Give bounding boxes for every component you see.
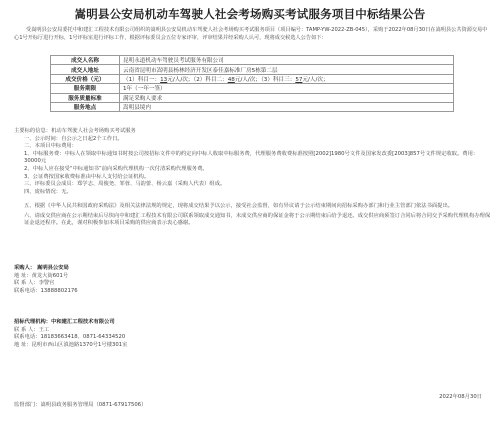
agent-contact-label: 联 系 人： xyxy=(14,326,39,333)
result-table xyxy=(50,55,454,112)
table-row xyxy=(51,93,454,102)
table-row xyxy=(51,65,454,74)
purchaser-phone: 13888802176 xyxy=(40,287,78,294)
publish-date: 2022年08月30日 xyxy=(439,394,482,400)
fee-item-3: 3、公证费按国家收费标准由中标人支付给公证机构。 xyxy=(24,173,150,180)
price-subject2-label: 元/人/次；（2）科目二： xyxy=(167,76,228,83)
fee-item-1: 1、中标服务费：中标人在领取中标通知书时按公司按招标文件中的约定向中标人收取中标服务费，代理服务费收费标准按照[2002]1980号文件及国家发改委[2003]857号文件规定收取。费用：30000元 xyxy=(24,150,479,165)
purchaser-block xyxy=(14,265,494,295)
table-row xyxy=(51,56,454,65)
row-label: 服务期限 xyxy=(51,84,120,93)
agent-block xyxy=(14,319,494,349)
intro-paragraph: 受嵩明县公安局委托中和建汇工程技术有限公司组织的嵩明县公安局机动车驾驶人社会考场购买考试服务项目（项目编号：TAMP-YW-2022-ZB-045），采购于2022年08月30日在嵩明县公共资源交易中心1号开标厅进行开标，1号评标室进行评标工作，根据评标委员会五位专家评审，评审结果并经采购人认可，现将成交候选人公告如下： xyxy=(14,27,488,42)
fee-item-2: 2、中标人应在接受“中标通知书”前向采购代理机构一次付清采购代理服务费。 xyxy=(24,165,208,172)
agent-addr-label: 地 址： xyxy=(14,341,32,348)
price-subject1: 13 xyxy=(160,76,168,83)
price-cell xyxy=(120,74,454,83)
notice-section xyxy=(14,203,494,228)
purchaser-heading: 采购人： 嵩明县公安局 xyxy=(14,265,69,271)
table-row xyxy=(51,74,454,83)
table-row xyxy=(51,102,454,111)
purchaser-addr-label: 地 址： xyxy=(14,272,32,279)
table-row xyxy=(51,84,454,93)
subject-line: 主要标的信息：机动车驾驶人社会考场购买考试服务 xyxy=(14,128,136,134)
price-subject1-label: （1）科目一： xyxy=(123,76,161,83)
body-section xyxy=(14,128,494,196)
row-value: 嵩明县境内 xyxy=(120,102,454,111)
purchaser-contact-label: 联 系 人： xyxy=(14,280,39,287)
publicity-time: 一、公示时间：自公示之日起2个工作日。 xyxy=(24,135,123,142)
purchaser-addr: 黄龙大街601号 xyxy=(31,272,69,279)
committee-line: 三、评标委员会成员：郑学志、周俊尧、邹蓉、马韵蕾、杨云嘉（采购人代表）组成。 xyxy=(24,181,226,188)
agent-addr: 昆明市西山区滇池路1370号1号楼301室 xyxy=(31,341,128,348)
row-label: 成交人名称 xyxy=(51,56,120,65)
fee-heading: 二、本项目中标费用： xyxy=(24,143,77,150)
price-unit: 元/人/次； xyxy=(302,76,329,83)
para-5: 五、根据《中华人民共和国政府采购法》及相关法律法规的规定，现将成交结果予以公示，接受社会监督，如有异议请于公示结束期间向招标采购办部门和行业主管部门依法书面提出。 xyxy=(24,203,454,209)
purchaser-contact: 李警官 xyxy=(38,280,55,287)
row-value: 1年（一年一签） xyxy=(120,84,454,93)
row-label: 成交价格（元） xyxy=(51,74,120,83)
price-subject2: 48 xyxy=(227,76,235,83)
page-title: 嵩明县公安局机动车驾驶人社会考场购买考试服务项目中标结果公告 xyxy=(74,7,426,21)
row-label: 服务质量标准 xyxy=(51,93,120,102)
agent-contact: 王工 xyxy=(38,326,50,333)
agent-phone: 18183663418、0871-64334520 xyxy=(40,334,126,341)
price-subject3-label: 元/人/次；（3）科目三： xyxy=(234,76,296,83)
footer-block xyxy=(14,394,494,409)
void-line: 四、废标情况：无。 xyxy=(24,188,72,195)
agent-phone-label: 联系电话： xyxy=(14,334,41,341)
row-value: 昆明永道机动车驾驶员考试服务有限公司 xyxy=(120,56,454,65)
agent-heading: 招标代理机构：中和建汇工程技术有限公司 xyxy=(14,319,115,325)
row-label: 成交人地址 xyxy=(51,65,120,74)
row-value: 满足采购人要求 xyxy=(120,93,454,102)
supervisor-line: 监督部门：嵩明县政务服务管理局（0871-67917506） xyxy=(14,401,147,408)
price-subject3: 57 xyxy=(295,76,303,83)
purchaser-phone-label: 联系电话： xyxy=(14,287,41,294)
row-label: 服务地点 xyxy=(51,102,120,111)
row-value: 云南省昆明市嵩明县杨林经济开发区泰佳嘉标准厂房5栋第二层 xyxy=(120,65,454,74)
para-6: 六、请成交供应商在公示期结束后尽快向中和建汇工程技术有限公司联系领取成交通知书，未成交供应商的保证金将于公示期结束后给予退还。成交供应商须签订合同后将合同交予采购代理机构办理保证金退还程序。在此，谨对积极参加本项目采购的供应商表示衷心感谢。 xyxy=(24,212,491,227)
